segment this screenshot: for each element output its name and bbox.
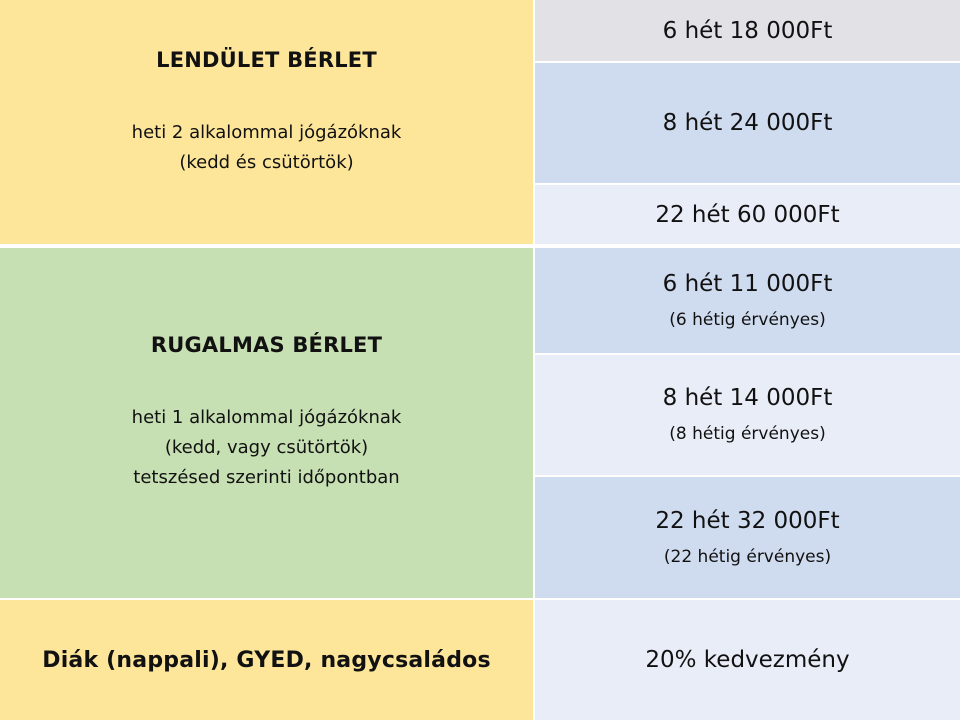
rugalmas-desc-line3: tetszésed szerinti időpontban <box>133 467 400 488</box>
lendulet-title: LENDÜLET BÉRLET <box>156 48 377 72</box>
price-label: 8 hét 24 000Ft <box>662 110 833 136</box>
rugalmas-price-6 <box>535 248 960 353</box>
discount-value-cell <box>535 600 960 720</box>
lendulet-price-8 <box>535 63 960 183</box>
lendulet-cell <box>0 0 533 244</box>
rugalmas-price-8 <box>535 355 960 475</box>
discount-title: Diák (nappali), GYED, nagycsaládos <box>42 647 491 673</box>
rugalmas-price-22 <box>535 477 960 598</box>
price-label: 6 hét 18 000Ft <box>662 17 833 44</box>
price-label: 22 hét 60 000Ft <box>655 201 840 228</box>
price-validity: (6 hétig érvényes) <box>669 309 826 330</box>
lendulet-desc-line2: (kedd és csütörtök) <box>179 152 354 173</box>
lendulet-price-6 <box>535 0 960 61</box>
rugalmas-cell <box>0 248 533 598</box>
price-label: 22 hét 32 000Ft <box>655 507 840 534</box>
discount-value: 20% kedvezmény <box>645 647 850 673</box>
discount-label-cell <box>0 600 533 720</box>
price-label: 6 hét 11 000Ft <box>662 270 833 297</box>
price-validity: (22 hétig érvényes) <box>663 546 832 567</box>
rugalmas-desc-line2: (kedd, vagy csütörtök) <box>164 437 369 458</box>
lendulet-price-22 <box>535 185 960 244</box>
price-validity: (8 hétig érvényes) <box>669 424 826 444</box>
lendulet-desc-line1: heti 2 alkalommal jógázóknak <box>131 122 402 143</box>
price-label: 8 hét 14 000Ft <box>662 385 833 411</box>
rugalmas-desc-line1: heti 1 alkalommal jógázóknak <box>131 407 402 428</box>
rugalmas-title: RUGALMAS BÉRLET <box>150 333 383 357</box>
